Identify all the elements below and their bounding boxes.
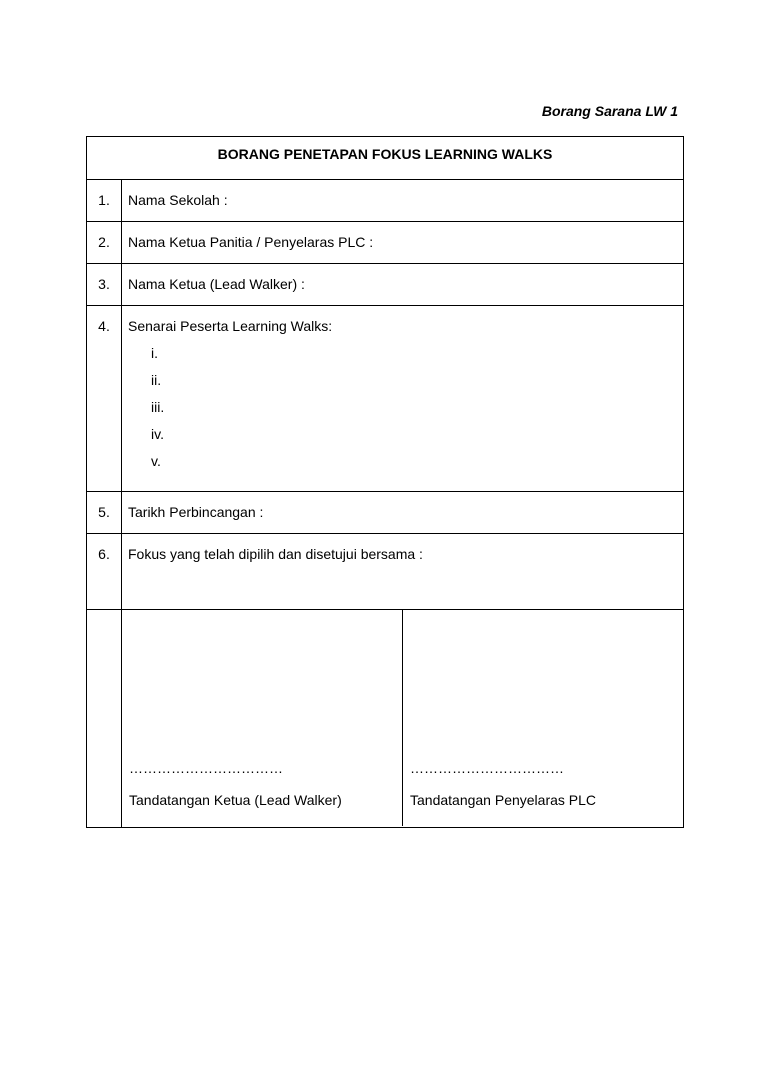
list-item: i.: [151, 345, 158, 361]
panel-head-label: Nama Ketua Panitia / Penyelaras PLC :: [128, 234, 374, 250]
coordinator-signature-block: [403, 610, 683, 826]
empty-number-cell: [87, 610, 122, 828]
document-reference: Borang Sarana LW 1: [541, 103, 678, 119]
row-number: 2.: [98, 234, 110, 250]
coordinator-signature-label: Tandatangan Penyelaras PLC: [410, 792, 597, 808]
list-item: iv.: [151, 426, 164, 442]
row-number: 1.: [98, 192, 110, 208]
school-name-label: Nama Sekolah :: [128, 192, 228, 208]
participants-list: [122, 344, 683, 479]
row-discussion-date: [87, 492, 684, 534]
signature-line: ……………………………: [129, 760, 283, 776]
list-item: iii.: [151, 399, 165, 415]
signature-line: ……………………………: [410, 760, 564, 776]
focus-label: Fokus yang telah dipilih dan disetujui bersama :: [128, 546, 423, 562]
participants-label: Senarai Peserta Learning Walks:: [128, 318, 333, 334]
lead-walker-signature-block: [122, 610, 403, 826]
list-item: v.: [151, 453, 161, 469]
row-panel-head: [87, 222, 684, 264]
row-number: 4.: [98, 318, 110, 334]
lead-walker-signature-label: Tandatangan Ketua (Lead Walker): [129, 792, 342, 808]
row-number: 5.: [98, 504, 110, 520]
row-number: 6.: [98, 546, 110, 562]
row-number: 3.: [98, 276, 110, 292]
row-signatures: [87, 610, 684, 828]
form-title: BORANG PENETAPAN FOKUS LEARNING WALKS: [87, 137, 684, 180]
list-item: ii.: [151, 372, 162, 388]
row-focus: [87, 534, 684, 610]
row-school-name: [87, 180, 684, 222]
lead-walker-label: Nama Ketua (Lead Walker) :: [128, 276, 305, 292]
row-participants: [87, 306, 684, 492]
form-table: [86, 136, 684, 828]
row-lead-walker: [87, 264, 684, 306]
discussion-date-label: Tarikh Perbincangan :: [128, 504, 264, 520]
